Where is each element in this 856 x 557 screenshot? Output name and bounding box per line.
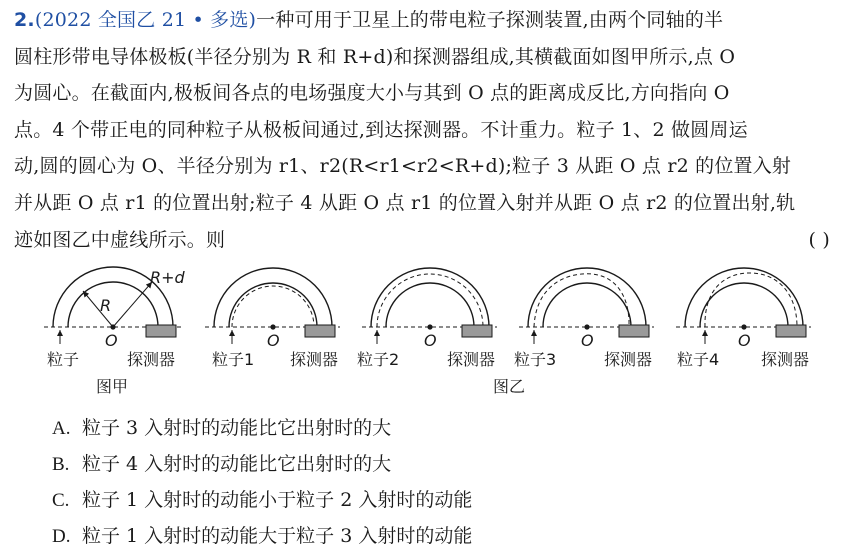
- stem-line-1: [14, 2, 844, 39]
- option-b[interactable]: [52, 446, 472, 482]
- option-c[interactable]: [52, 482, 472, 518]
- question-number: 2.: [14, 9, 35, 31]
- option-text: 粒子 1 入射时的动能小于粒子 2 入射时的动能: [82, 489, 473, 511]
- label-O-1: O: [267, 331, 280, 350]
- caption-jia: 图甲: [96, 377, 129, 396]
- answer-bracket: ( ): [808, 228, 830, 251]
- question-source: (2022 全国乙 21 • 多选): [34, 9, 257, 31]
- label-particle-2: 粒子2: [357, 350, 400, 369]
- trajectory-4: [705, 273, 797, 327]
- option-a[interactable]: [52, 410, 472, 446]
- stem-line-4: 点。4 个带正电的同种粒子从极板间通过,到达探测器。不计重力。粒子 1、2 做圆周运: [14, 118, 748, 141]
- trajectory-1: [232, 286, 314, 327]
- label-detector-jia: 探测器: [127, 350, 176, 369]
- label-R: R: [100, 296, 112, 315]
- label-detector-3: 探测器: [604, 350, 653, 369]
- label-particle-4: 粒子4: [677, 350, 720, 369]
- label-O-2: O: [424, 331, 437, 350]
- option-text: 粒子 3 入射时的动能比它出射时的大: [82, 417, 392, 439]
- radius-Rd-arrow: [113, 282, 152, 327]
- stem-line-3: 为圆心。在截面内,极板间各点的电场强度大小与其到 O 点的距离成反比,方向指向 O: [14, 82, 730, 105]
- label-detector-4: 探测器: [761, 350, 810, 369]
- option-letter: C.: [52, 490, 70, 511]
- label-particle-1: 粒子1: [212, 350, 255, 369]
- label-O-jia: O: [105, 331, 118, 350]
- label-R-plus-d: R+d: [150, 268, 185, 287]
- stem-line-7: [14, 222, 844, 259]
- label-particle-3: 粒子3: [514, 350, 557, 369]
- stem-line-6: 并从距 O 点 r1 的位置出射;粒子 4 从距 O 点 r1 的位置入射并从距 O 点 r2 的位置出射,轨: [14, 191, 796, 214]
- caption-yi: 图乙: [493, 377, 526, 396]
- answer-options: [52, 410, 472, 554]
- label-detector-1: 探测器: [290, 350, 339, 369]
- label-detector-2: 探测器: [447, 350, 496, 369]
- option-text: 粒子 4 入射时的动能比它出射时的大: [82, 453, 392, 475]
- label-O-3: O: [581, 331, 594, 350]
- detector-rect: [146, 325, 176, 337]
- stem-text-7: 迹如图乙中虚线所示。则: [14, 228, 226, 251]
- option-letter: B.: [52, 454, 70, 475]
- option-text: 粒子 1 入射时的动能大于粒子 3 入射时的动能: [82, 525, 473, 547]
- question-stem: [14, 2, 844, 258]
- label-particle-jia: 粒子: [47, 350, 80, 369]
- option-letter: D.: [52, 526, 71, 547]
- label-O-4: O: [738, 331, 751, 350]
- stem-text-1: 一种可用于卫星上的带电粒子探测装置,由两个同轴的半: [256, 9, 724, 31]
- option-d[interactable]: [52, 518, 472, 554]
- figure-area: [0, 264, 856, 400]
- option-letter: A.: [52, 418, 71, 439]
- stem-line-5: 动,圆的圆心为 O、半径分别为 r1、r2(R<r1<r2<R+d);粒子 3 从距 O 点 r2 的位置入射: [14, 155, 792, 178]
- stem-line-2: 圆柱形带电导体极板(半径分别为 R 和 R+d)和探测器组成,其横截面如图甲所示,点 O: [14, 45, 736, 68]
- inner-plate: [68, 282, 158, 327]
